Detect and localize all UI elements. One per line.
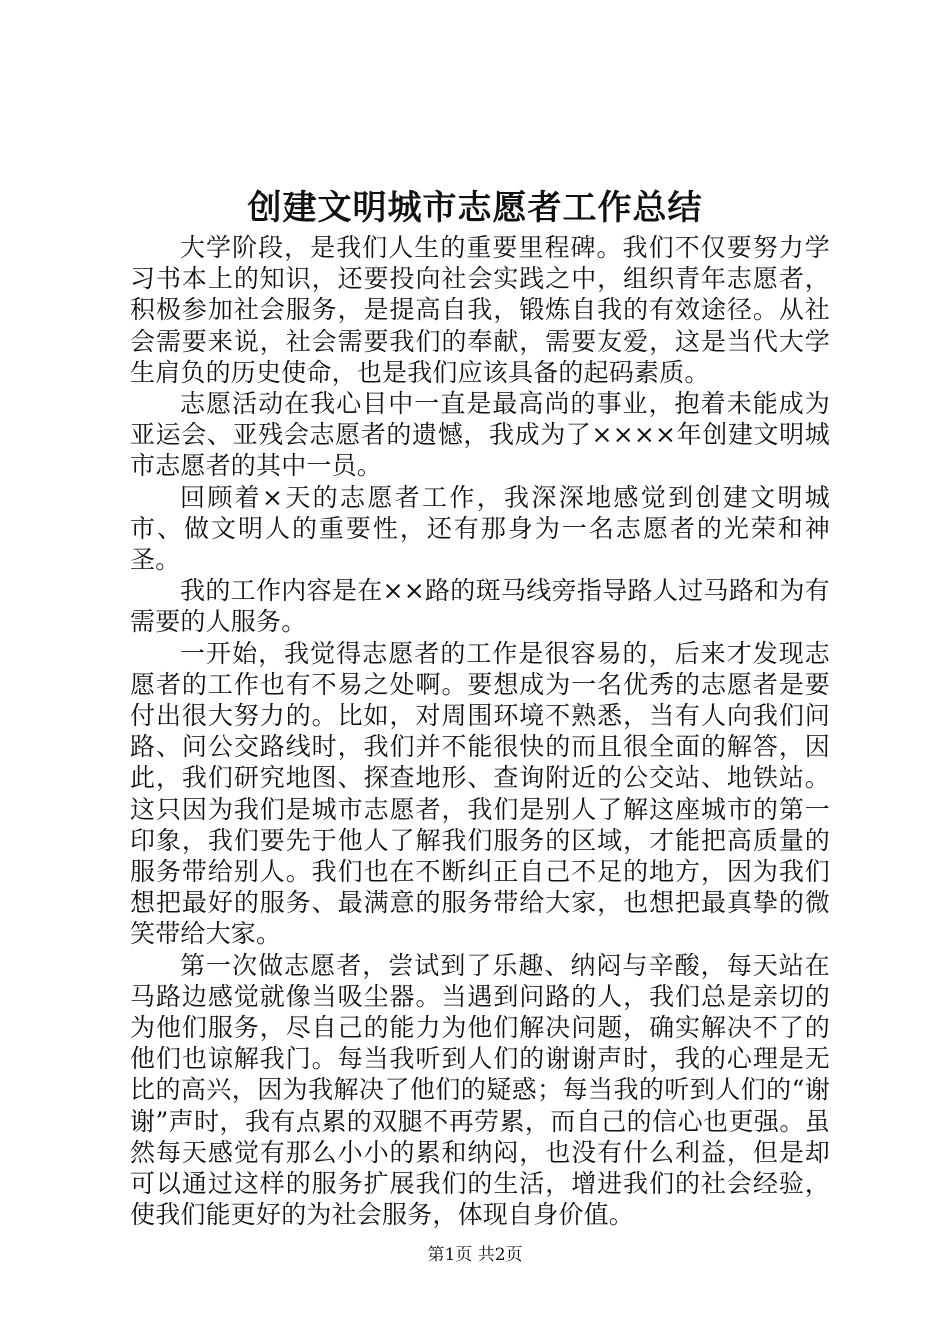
paragraph: 一开始，我觉得志愿者的工作是很容易的，后来才发现志愿者的工作也有不易之处啊。要想成为一名优秀的志愿者是要付出很大努力的。比如，对周围环境不熟悉，当有人向我们问路、问公交路线时，我们并不能很快的而且很全面的解答，因此，我们研究地图、探查地形、查询附近的公交站、地铁站。这只因为我们是城市志愿者，我们是别人了解这座城市的第一印象，我们要先于他人了解我们服务的区域，才能把高质量的服务带给别人。我们也在不断纠正自己不足的地方，因为我们想把最好的服务、最满意的服务带给大家，也想把最真挚的微笑带给大家。: [130, 638, 830, 949]
paragraph: 回顾着×天的志愿者工作，我深深地感觉到创建文明城市、做文明人的重要性，还有那身为一名志愿者的光荣和神圣。: [130, 482, 830, 575]
document-title: 创建文明城市志愿者工作总结: [247, 188, 703, 228]
document-body: [130, 232, 830, 1231]
paragraph: 志愿活动在我心目中一直是最高尚的事业，抱着未能成为亚运会、亚残会志愿者的遗憾，我成为了××××年创建文明城市志愿者的其中一员。: [130, 389, 830, 481]
paragraph: 第一次做志愿者，尝试到了乐趣、纳闷与辛酸，每天站在马路边感觉就像当吸尘器。当遇到问路的人，我们总是亲切的为他们服务，尽自己的能力为他们解决问题，确实解决不了的他们也谅解我门。每当我听到人们的谢谢声时，我的心理是无比的高兴，因为我解决了他们的疑惑；每当我的听到人们的“谢谢”声时，我有点累的双腿不再劳累，而自己的信心也更强。虽然每天感觉有那么小小的累和纳闷，也没有什么利益，但是却可以通过这样的服务扩展我们的生活，增进我们的社会经验，使我们能更好的为社会服务，体现自身价值。: [130, 950, 830, 1230]
page-footer: 第1页 共2页: [427, 1245, 523, 1265]
paragraph: 我的工作内容是在××路的斑马线旁指导路人过马路和为有需要的人服务。: [130, 576, 830, 637]
paragraph: 大学阶段，是我们人生的重要里程碑。我们不仅要努力学习书本上的知识，还要投向社会实践之中，组织青年志愿者，积极参加社会服务，是提高自我，锻炼自我的有效途径。从社会需要来说，社会需要我们的奉献，需要友爱，这是当代大学生肩负的历史使命，也是我们应该具备的起码素质。: [130, 233, 830, 387]
